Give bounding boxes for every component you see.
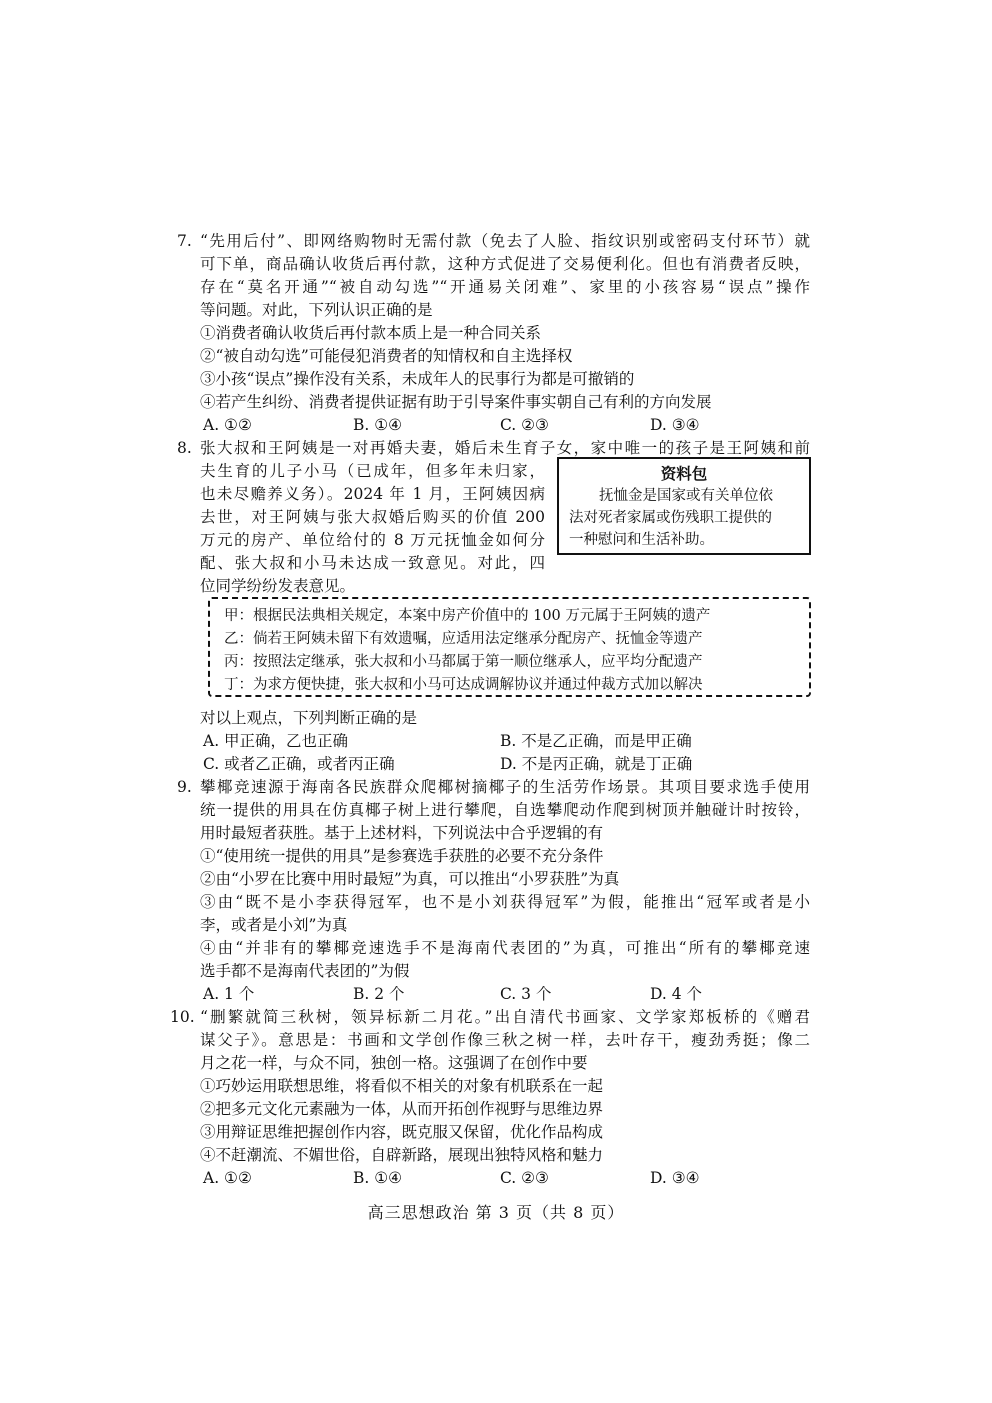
q9-item: 李，或者是小刘”为真 [200,916,348,934]
q10-item: ①巧妙运用联想思维，将看似不相关的对象有机联系在一起 [200,1077,604,1095]
q9-option-d: D. 4 个 [650,985,703,1003]
q7-stem-line: “先用后付”、即网络购物时无需付款（免去了人脸、指纹识别或密码支付环节）就 [200,232,810,250]
view-bing: 丙：按照法定继承，张大叔和小马都属于第一顺位继承人，应平均分配遗产 [224,654,703,670]
q9-item: ②由“小罗在比赛中用时最短”为真，可以推出“小罗获胜”为真 [200,870,620,888]
q9-stem-line: 统一提供的用具在仿真椰子树上进行攀爬，自选攀爬动作爬到树顶并触碰计时按铃， [200,801,810,819]
q7-item: ③小孩“误点”操作没有关系，未成年人的民事行为都是可撤销的 [200,370,635,388]
q9-stem-line: 攀椰竞速源于海南各民族群众爬椰树摘椰子的生活劳作场景。其项目要求选手使用 [200,778,810,796]
q7-option-d: D. ③④ [650,416,700,434]
q7-stem-line: 可下单，商品确认收货后再付款，这种方式促进了交易便利化。但也有消费者反映， [200,255,810,273]
q9-option-a: A. 1 个 [203,985,255,1003]
q8-option-b: B. 不是乙正确，而是甲正确 [500,732,692,750]
q10-option-a: A. ①② [203,1169,252,1187]
q9-item: ①“使用统一提供的用具”是参赛选手获胜的必要不充分条件 [200,847,604,865]
q10-stem-line: 谋父子》。意思是：书画和文学创作像三秋之树一样，去叶存干，瘦劲秀挺；像二 [200,1031,810,1049]
page-footer: 高三思想政治 第 3 页（共 8 页） [367,1203,625,1222]
view-yi: 乙：倘若王阿姨未留下有效遗嘱，应适用法定继承分配房产、抚恤金等遗产 [224,631,703,647]
q8-question: 对以上观点，下列判断正确的是 [200,709,418,727]
q9-item: ③由“既不是小李获得冠军，也不是小刘获得冠军”为假，能推出“冠军或者是小 [200,893,810,911]
q8-option-d: D. 不是丙正确，就是丁正确 [500,755,693,773]
q9-option-b: B. 2 个 [353,985,405,1003]
q7-stem-line: 等问题。对此，下列认识正确的是 [200,301,433,319]
info-box [557,457,811,555]
q9-stem-line: 用时最短者获胜。基于上述材料，下列说法中合乎逻辑的有 [200,824,604,842]
view-ding: 丁：为求方便快捷，张大叔和小马可达成调解协议并通过仲裁方式加以解决 [224,677,703,693]
q8-stem-line: 夫生育的儿子小马（已成年，但多年未归家， [200,462,545,480]
q10-option-c: C. ②③ [500,1169,549,1187]
q7-item: ④若产生纠纷、消费者提供证据有助于引导案件事实朝自己有利的方向发展 [200,393,712,411]
q8-number: 8. [177,439,192,457]
q8-stem-line: 去世，对王阿姨与张大叔婚后购买的价值 200 [200,508,545,526]
info-box-line: 法对死者家属或伤残职工提供的 [569,510,772,526]
views-box [208,597,811,697]
q10-item: ④不赶潮流、不媚世俗，自辟新路，展现出独特风格和魅力 [200,1146,604,1164]
q10-number: 10. [170,1008,195,1026]
q10-stem-line: “删繁就简三秋树，领异标新二月花。”出自清代书画家、文学家郑板桥的《赠君 [200,1008,810,1026]
q10-item: ③用辩证思维把握创作内容，既克服又保留，优化作品构成 [200,1123,604,1141]
info-box-title: 资料包 [660,464,708,483]
q8-stem-line: 也未尽赡养义务）。2024 年 1 月，王阿姨因病 [200,485,545,503]
q7-stem-line: 存在“莫名开通”“被自动勾选”“开通易关闭难”、家里的小孩容易“误点”操作 [200,278,810,296]
q7-item: ②“被自动勾选”可能侵犯消费者的知情权和自主选择权 [200,347,573,365]
q10-item: ②把多元文化元素融为一体，从而开拓创作视野与思维边界 [200,1100,604,1118]
q7-option-b: B. ①④ [353,416,403,434]
q8-stem-line: 万元的房产、单位给付的 8 万元抚恤金如何分 [200,531,545,549]
q10-option-b: B. ①④ [353,1169,403,1187]
q10-option-d: D. ③④ [650,1169,700,1187]
q8-option-c: C. 或者乙正确，或者丙正确 [203,755,395,773]
q9-item: 选手都不是海南代表团的”为假 [200,962,410,980]
q9-option-c: C. 3 个 [500,985,552,1003]
q7-option-c: C. ②③ [500,416,549,434]
q7-item: ①消费者确认收货后再付款本质上是一种合同关系 [200,324,542,342]
info-box-line: 一种慰问和生活补助。 [569,532,714,548]
q10-stem-line: 月之花一样，与众不同，独创一格。这强调了在创作中要 [200,1054,588,1072]
view-jia: 甲：根据民法典相关规定，本案中房产价值中的 100 万元属于王阿姨的遗产 [224,608,711,624]
q7-number: 7. [177,232,192,250]
q9-number: 9. [177,778,192,796]
info-box-line: 抚恤金是国家或有关单位依 [599,488,773,504]
q8-stem-line: 配、张大叔和小马未达成一致意见。对此，四 [200,554,545,572]
q8-stem-line: 张大叔和王阿姨是一对再婚夫妻，婚后未生育子女，家中唯一的孩子是王阿姨和前 [200,439,810,457]
q8-stem-line: 位同学纷纷发表意见。 [200,577,356,595]
q9-item: ④由“并非有的攀椰竞速选手不是海南代表团的”为真，可推出“所有的攀椰竞速 [200,939,810,957]
q7-option-a: A. ①② [203,416,252,434]
q8-option-a: A. 甲正确，乙也正确 [203,732,349,750]
info-box-body [559,485,809,551]
